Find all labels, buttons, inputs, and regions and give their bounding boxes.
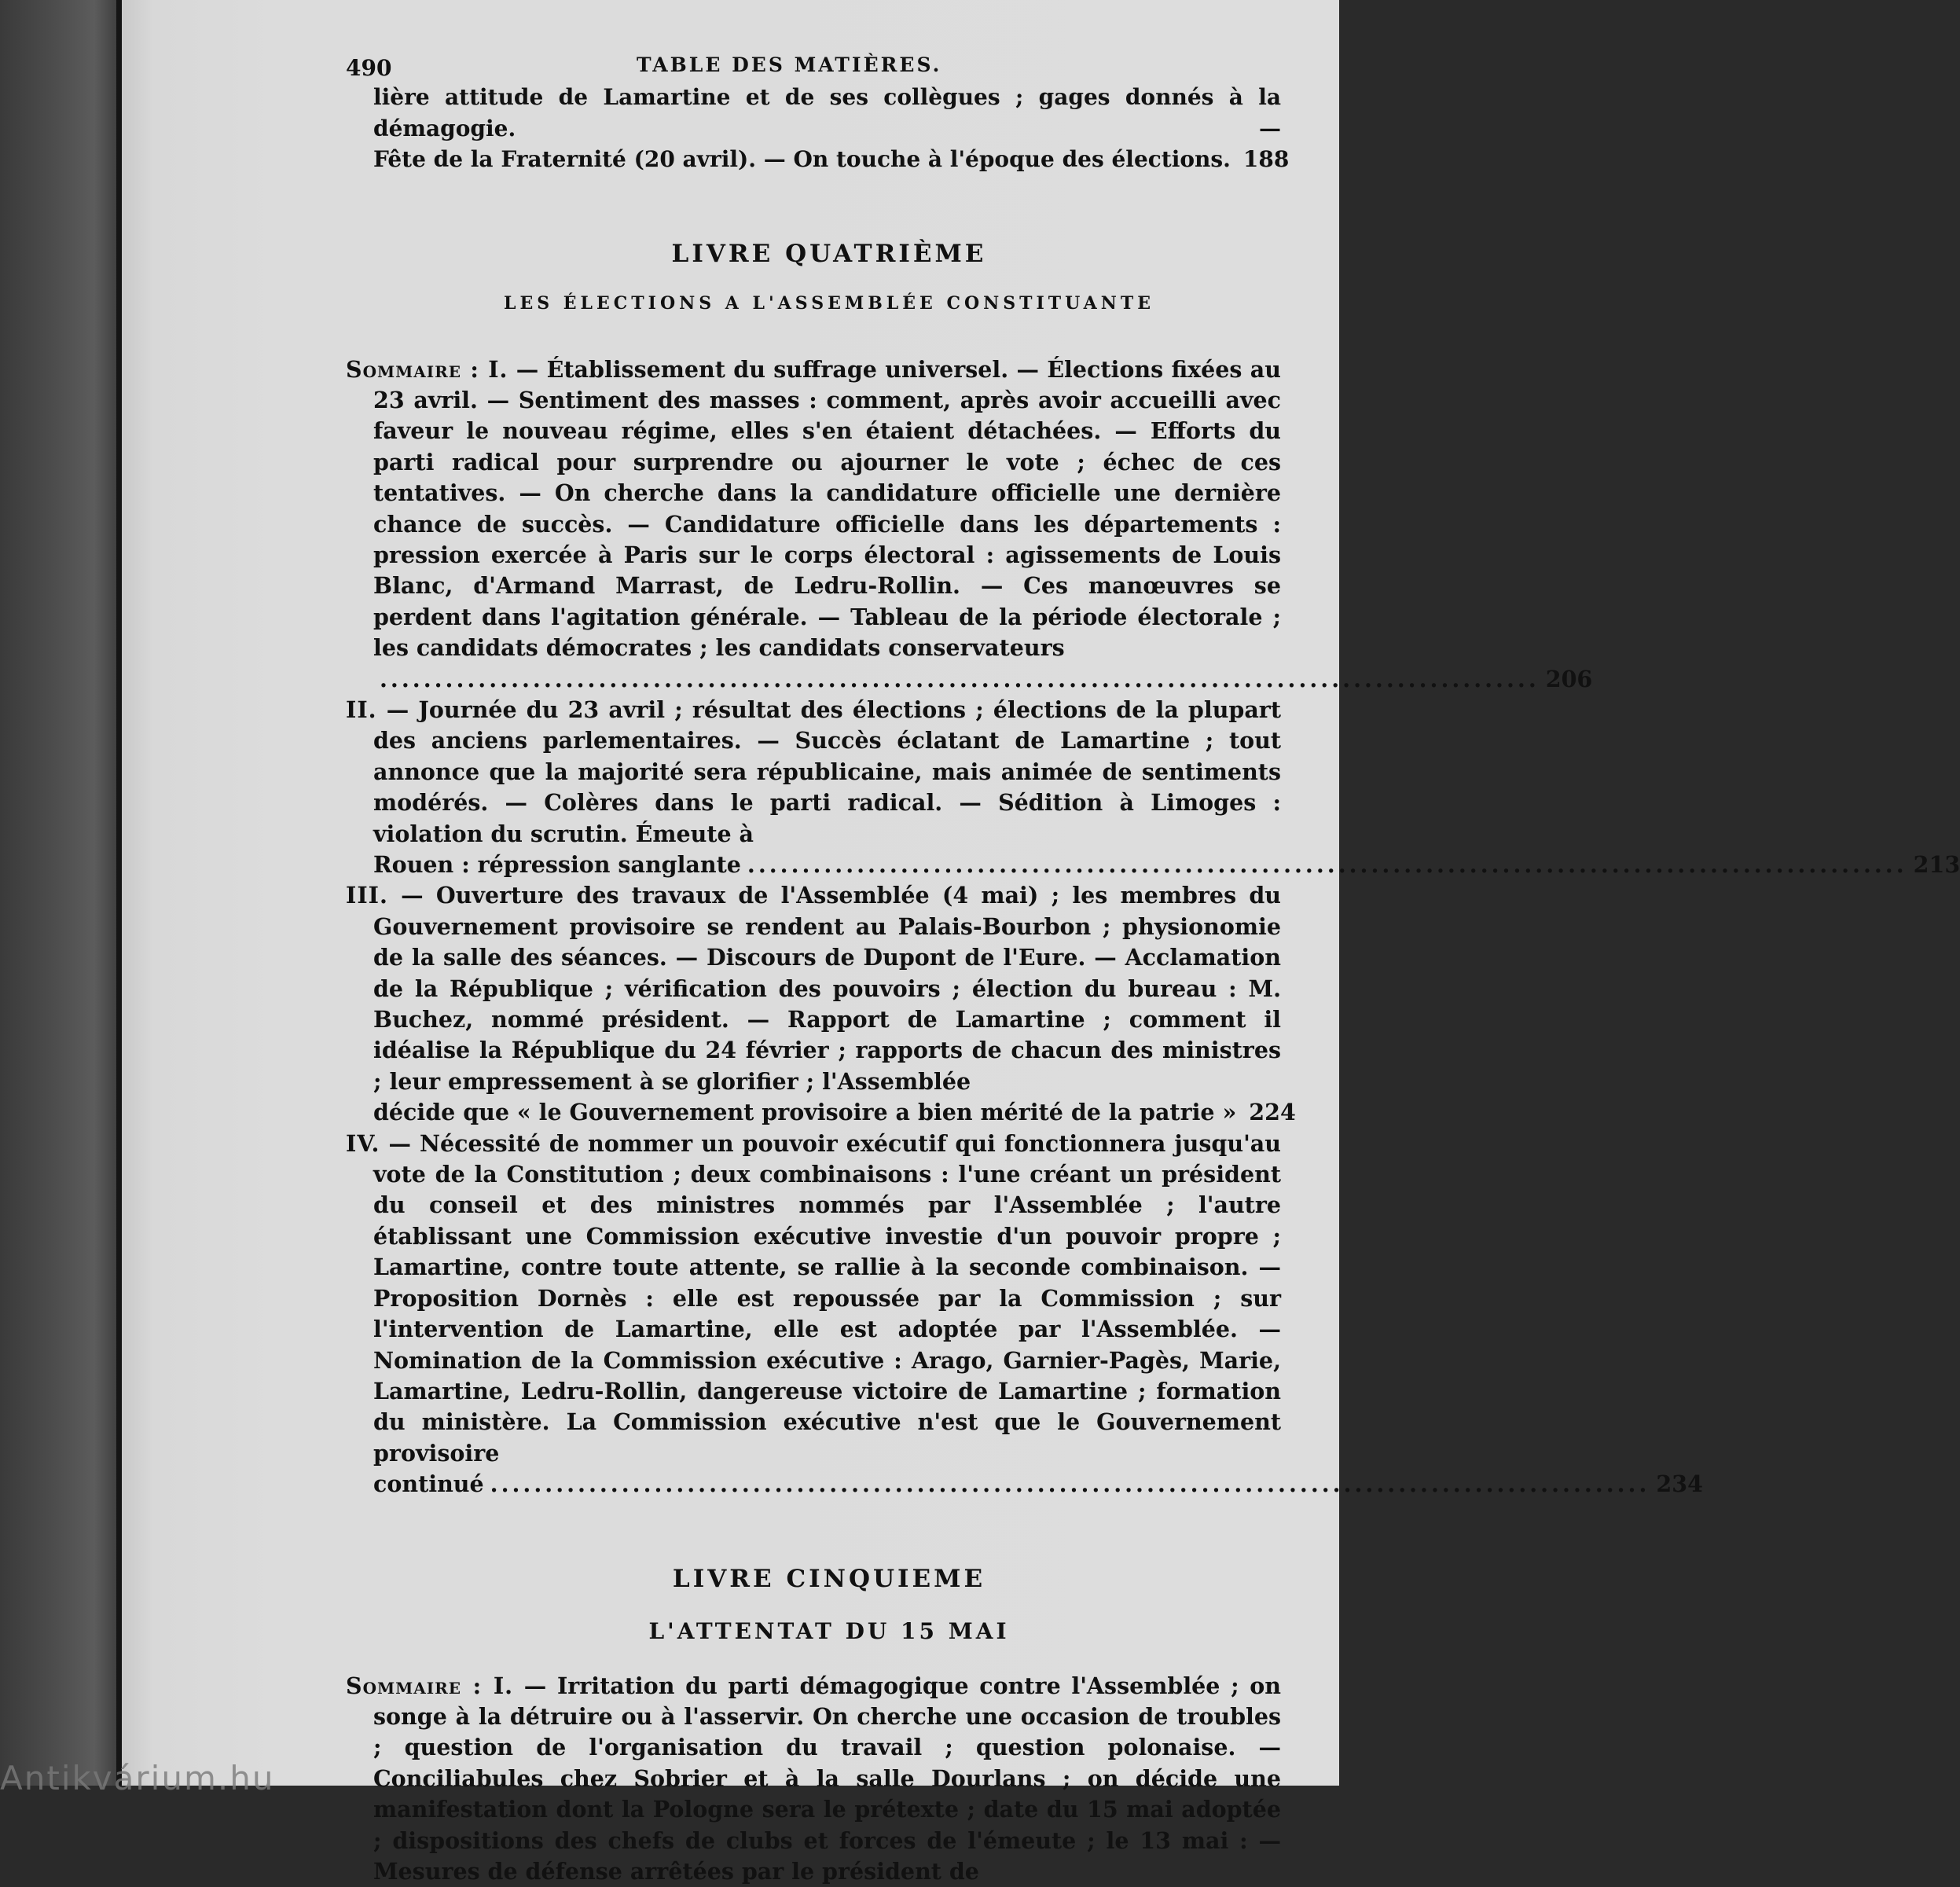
entry-text: — Établissement du suffrage universel. — Élections fixées au 23 avril. — Sentiment des masses : comment, après avoir accueilli avec faveur le nouveau régime, elles s'en étaient détachées. — Efforts du parti radical pour surprendre ou ajourner le vote ; échec de ces tentatives. — On cherche dans la candidature officielle une dernière chance de succès. — Candidature officielle dans les départements : pression exercée à Paris sur le corps électoral : agissements de Louis Blanc, d'Armand Marrast, de Ledru-Rollin. — Ces manœuvres se perdent dans l'agitation générale. — Tableau de la période électorale ; les candidats démocrates ; les candidats conservateurs bbox=[373, 355, 1281, 662]
entry-text: — Journée du 23 avril ; résultat des élections ; élections de la plupart des anciens parlementaires. — Succès éclatant de Lamartine ; tout annonce que la majorité sera républicaine, mais animée de sentiments modérés. — Colères dans le parti radical. — Sédition à Limoges : violation du scrutin. Émeute à bbox=[373, 696, 1281, 847]
entry-page-line bbox=[373, 1097, 1296, 1128]
entry-page-ref: 206 bbox=[1545, 665, 1593, 692]
dot-leader: .......................................................................................................... bbox=[380, 665, 1540, 692]
entry-page-ref: 224 bbox=[1249, 1099, 1296, 1126]
entry-last-line: décide que « le Gouvernement provisoire a bien mérité de la patrie » bbox=[373, 1099, 1237, 1126]
entry-label: IV. bbox=[346, 1129, 380, 1157]
toc-entry bbox=[346, 354, 1593, 695]
entry-page-ref: 234 bbox=[1656, 1470, 1703, 1498]
carryover-line-2 bbox=[373, 144, 1290, 175]
entry-page-line bbox=[373, 664, 1593, 695]
carryover-line-1: lière attitude de Lamartine et de ses collègues ; gages donnés à la démagogie. — bbox=[373, 84, 1281, 141]
entry-label: III. bbox=[346, 882, 388, 909]
carryover-page-ref: 188 bbox=[1242, 146, 1290, 172]
livre4-subtitle: LES ÉLECTIONS A L'ASSEMBLÉE CONSTITUANTE bbox=[504, 292, 1154, 314]
livre5-title: LIVRE CINQUIEME bbox=[672, 1564, 986, 1593]
running-head bbox=[346, 47, 1281, 82]
entry-page-ref: 213 bbox=[1913, 851, 1960, 878]
entry-text: — Nécessité de nommer un pouvoir exécutif qui fonctionnera jusqu'au vote de la Constitution ; deux combinaisons : l'une créant un président du conseil et des ministres nommés par l'Assemblée ; l'autre établissant une Commission exécutive investie d'un pouvoir propre ; Lamartine, contre toute attente, se rallie à la seconde combinaison. — Proposition Dornès : elle est repoussée par la Commission ; sur l'intervention de Lamartine, elle est adoptée par l'Assemblée. — Nomination de la Commission exécutive : Arago, Garnier-Pagès, Marie, Lamartine, Ledru-Rollin, dangereuse victoire de Lamartine ; formation du ministère. La Commission exécutive n'est que le Gouvernement provisoire bbox=[373, 1129, 1281, 1467]
entry-text: — Irritation du parti démagogique contre l'Assemblée ; on songe à la détruire ou à l'asservir. On cherche une occasion de troubles ; question de l'organisation du travail ; question polonaise. — Conciliabules chez Sobrier et à la salle Dourlans ; on décide une manifestation dont la Pologne sera le prétexte ; date du 15 mai adoptée ; dispositions des chefs de clubs et forces de l'émeute ; le 13 mai : — Mesures de défense arrêtées par le président de bbox=[373, 1672, 1281, 1885]
carryover-paragraph bbox=[373, 82, 1290, 175]
entry-page-line bbox=[373, 1469, 1703, 1500]
livre5-sommaire bbox=[346, 1671, 1281, 1887]
carryover-line-2-text: Fête de la Fraternité (20 avril). — On touche à l'époque des élections. bbox=[373, 146, 1231, 172]
toc-entry bbox=[346, 1129, 1703, 1500]
toc-entry bbox=[346, 695, 1960, 880]
watermark: Antikvárium.hu bbox=[0, 1759, 275, 1797]
entry-label: II. bbox=[346, 696, 377, 723]
page-number: 490 bbox=[346, 55, 392, 81]
dot-leader: .......................................................................................................... bbox=[747, 851, 1907, 878]
entry-text: — Ouverture des travaux de l'Assemblée (4 mai) ; les membres du Gouvernement provisoire se rendent au Palais-Bourbon ; physionomie de la salle des séances. — Discours de Dupont de l'Eure. — Acclamation de la République ; vérification des pouvoirs ; élection du bureau : M. Buchez, nommé président. — Rapport de Lamartine ; comment il idéalise la République du 24 février ; rapports de chacun des ministres ; leur empressement à se glorifier ; l'Assemblée bbox=[373, 882, 1281, 1095]
livre4-sommaire bbox=[346, 354, 1960, 1500]
dot-leader: .......................................................................................................... bbox=[490, 1470, 1650, 1498]
toc-entry bbox=[346, 880, 1296, 1128]
page-text bbox=[346, 47, 1960, 1887]
entry-page-line bbox=[373, 850, 1960, 880]
toc-entry bbox=[346, 1671, 1281, 1887]
entry-last-line: Rouen : répression sanglante bbox=[373, 851, 741, 878]
livre5-subtitle: L'ATTENTAT DU 15 MAI bbox=[648, 1617, 1010, 1644]
running-title: TABLE DES MATIÈRES. bbox=[637, 53, 942, 76]
entry-last-line: continué bbox=[373, 1470, 484, 1498]
sommaire-label: Sommaire : I. bbox=[346, 1672, 514, 1699]
livre4-title: LIVRE QUATRIÈME bbox=[671, 239, 987, 268]
sommaire-label: Sommaire : I. bbox=[346, 355, 508, 383]
